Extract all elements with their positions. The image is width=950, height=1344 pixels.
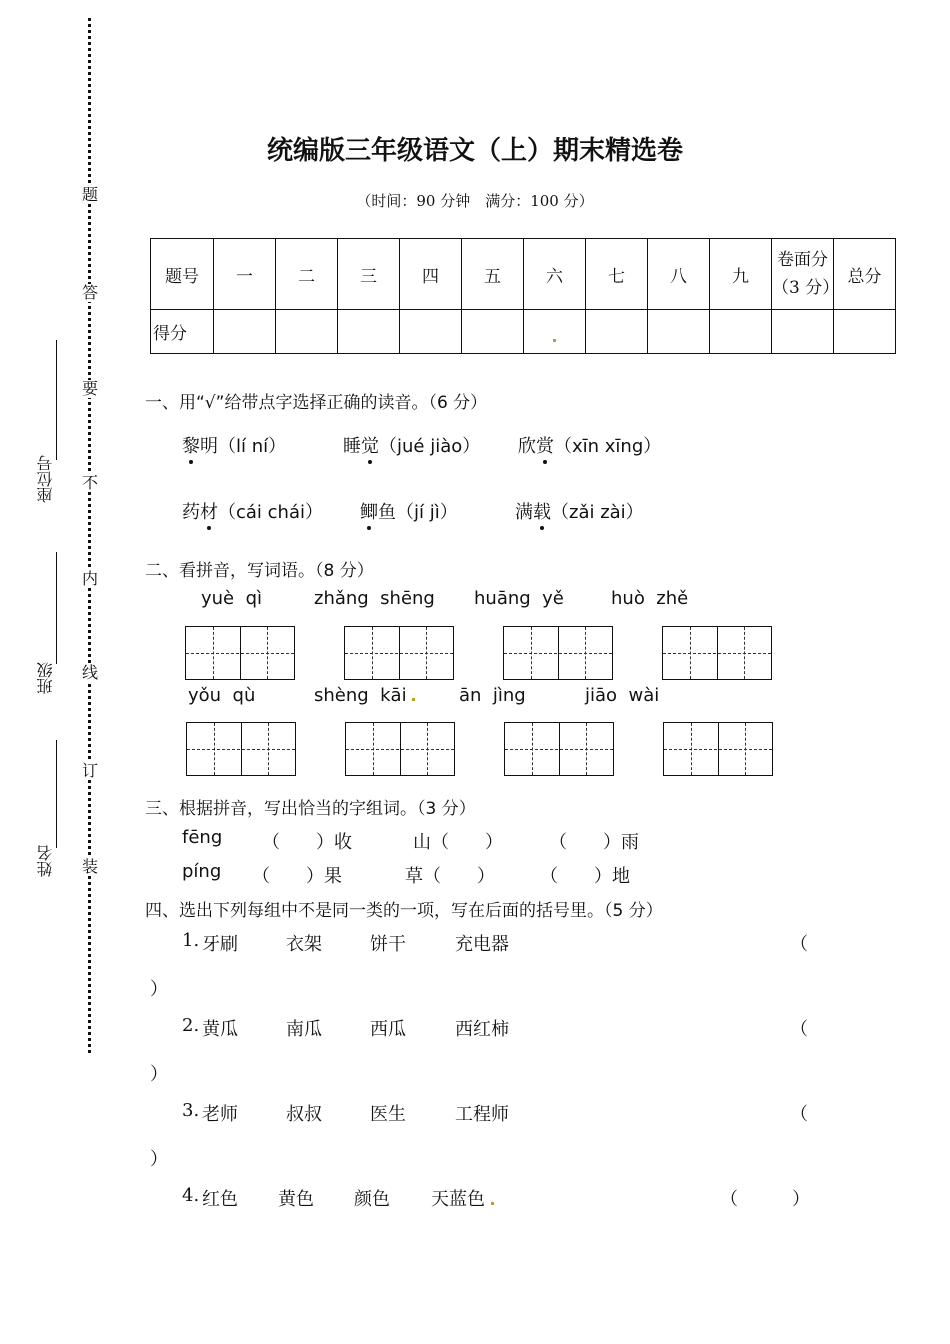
score-header-cell: 六 <box>524 239 586 310</box>
pinyin-label: zhǎng shēng <box>314 588 435 609</box>
score-header-cell: 题号 <box>151 239 214 310</box>
score-cell[interactable] <box>214 310 276 354</box>
word: 西红柿 <box>455 1019 509 1040</box>
score-cell[interactable] <box>524 310 586 354</box>
score-cell[interactable] <box>648 310 710 354</box>
score-cell[interactable] <box>834 310 896 354</box>
dotted-char: 觉 <box>361 432 379 458</box>
face-score-label: 卷面分 <box>777 250 828 270</box>
pinyin-label: huò zhě <box>611 588 689 609</box>
char: 满 <box>515 502 533 523</box>
score-header-cell: 七 <box>586 239 648 310</box>
dotted-char: 黎 <box>182 432 200 458</box>
score-cell[interactable] <box>772 310 834 354</box>
name-write-line[interactable] <box>56 740 57 848</box>
class-write-line[interactable] <box>56 552 57 664</box>
margin-char: 要 <box>82 379 99 398</box>
word: 黄色 <box>278 1189 314 1210</box>
fill-blank[interactable]: 山（ ） <box>413 832 503 853</box>
writing-grid[interactable] <box>345 722 455 776</box>
face-score-points: （3 分） <box>772 278 840 298</box>
writing-grid[interactable] <box>662 626 772 680</box>
char: 鱼 <box>378 502 396 523</box>
answer-paren-open[interactable]: （ <box>790 1104 808 1125</box>
word: 黄瓜 <box>202 1019 238 1040</box>
score-cell[interactable] <box>586 310 648 354</box>
page-title: 统编版三年级语文（上）期末精选卷 <box>266 136 683 166</box>
word: 饼干 <box>370 934 406 955</box>
pronunciation-item[interactable] <box>182 432 286 458</box>
margin-char: 内 <box>82 569 99 588</box>
reading-options: （xīn xīng） <box>554 436 662 457</box>
word-with-speck <box>431 1185 494 1211</box>
fill-blank[interactable]: （ ）果 <box>252 866 342 887</box>
dotted-char: 鲫 <box>360 498 378 524</box>
word: 西瓜 <box>370 1019 406 1040</box>
margin-char: 题 <box>82 185 99 204</box>
char: 药 <box>182 502 200 523</box>
group-number: 4. <box>182 1185 200 1206</box>
score-cell[interactable] <box>338 310 400 354</box>
score-header-cell: 一 <box>214 239 276 310</box>
section2-heading: 二、看拼音，写词语。（8 分） <box>145 561 374 581</box>
section1-heading: 一、用“√”给带点字选择正确的读音。（6 分） <box>145 393 488 413</box>
reading-options: （cái chái） <box>218 502 323 523</box>
writing-grid[interactable] <box>185 626 295 680</box>
word: 老师 <box>202 1104 238 1125</box>
section4-heading: 四、选出下列每组中不是同一类的一项，写在后面的括号里。（5 分） <box>145 901 663 921</box>
binding-dotted-line <box>88 18 91 1053</box>
group-number: 1. <box>182 930 200 951</box>
word: 南瓜 <box>286 1019 322 1040</box>
score-cell[interactable] <box>276 310 338 354</box>
score-row-label: 得分 <box>151 310 214 354</box>
word: 颜色 <box>354 1189 390 1210</box>
reading-options: （jí jì） <box>396 502 458 523</box>
section3-heading: 三、根据拼音，写出恰当的字组词。（3 分） <box>145 799 476 819</box>
speck <box>553 339 556 342</box>
score-header-cell: 八 <box>648 239 710 310</box>
word: 衣架 <box>286 934 322 955</box>
speck <box>491 1202 494 1205</box>
reading-options: （lí ní） <box>218 436 287 457</box>
score-cell[interactable] <box>400 310 462 354</box>
dotted-char: 材 <box>200 498 218 524</box>
speck <box>412 698 415 701</box>
margin-char: 线 <box>82 663 99 682</box>
reading-options: （jué jiào） <box>379 436 481 457</box>
writing-grid[interactable] <box>344 626 454 680</box>
score-header-cell: 五 <box>462 239 524 310</box>
writing-grid[interactable] <box>186 722 296 776</box>
pinyin-label: píng <box>182 861 222 882</box>
score-header-cell: 九 <box>710 239 772 310</box>
name-label: 姓名 <box>36 845 55 877</box>
pronunciation-item[interactable] <box>343 432 480 458</box>
word: 牙刷 <box>202 934 238 955</box>
word: 充电器 <box>455 934 509 955</box>
group-number: 3. <box>182 1100 200 1121</box>
answer-paren-pair[interactable]: （ ） <box>720 1189 810 1210</box>
score-table <box>150 238 896 354</box>
seat-write-line[interactable] <box>56 340 57 460</box>
exam-info: （时间：90 分钟 满分：100 分） <box>356 192 594 210</box>
class-label: 班级 <box>36 662 55 694</box>
margin-char: 装 <box>82 857 99 876</box>
margin-char: 不 <box>82 473 99 492</box>
dotted-char: 赏 <box>536 432 554 458</box>
fill-blank[interactable]: （ ）收 <box>262 832 352 853</box>
answer-paren-close: ） <box>150 979 168 1000</box>
answer-paren-close: ） <box>150 1149 168 1170</box>
score-header-cell: 四 <box>400 239 462 310</box>
pinyin-label: huāng yě <box>474 588 564 609</box>
pinyin-label <box>314 685 415 706</box>
word: 红色 <box>202 1189 238 1210</box>
score-cell[interactable] <box>710 310 772 354</box>
pinyin-label: ān jìng <box>459 685 526 706</box>
word: 工程师 <box>455 1104 509 1125</box>
answer-paren-close: ） <box>150 1064 168 1085</box>
pronunciation-item[interactable] <box>182 498 323 524</box>
face-score-cell <box>772 239 840 310</box>
fill-blank[interactable]: （ ）地 <box>540 866 630 887</box>
group-number: 2. <box>182 1015 200 1036</box>
fill-blank[interactable]: （ ）雨 <box>549 832 639 853</box>
pronunciation-item[interactable] <box>515 498 644 524</box>
writing-grid[interactable] <box>503 626 613 680</box>
pinyin-label: fēng <box>182 827 223 848</box>
char: 欣 <box>518 436 536 457</box>
reading-options: （zǎi zài） <box>551 502 644 523</box>
pinyin-label: jiāo wài <box>585 685 660 706</box>
answer-paren-open[interactable]: （ <box>790 934 808 955</box>
pinyin-label: yǒu qù <box>188 685 256 706</box>
fill-blank[interactable]: 草（ ） <box>405 866 495 887</box>
char: 明 <box>200 436 218 457</box>
score-header-cell: 三 <box>338 239 400 310</box>
total-cell: 总分 <box>834 239 896 310</box>
writing-grid[interactable] <box>663 722 773 776</box>
word: 医生 <box>370 1104 406 1125</box>
word: 天蓝色 <box>431 1189 485 1210</box>
seat-label: 座位号 <box>36 455 55 503</box>
pronunciation-item[interactable] <box>518 432 661 458</box>
writing-grid[interactable] <box>504 722 614 776</box>
margin-char: 订 <box>82 761 99 780</box>
pinyin-label: yuè qì <box>201 588 263 609</box>
word: 叔叔 <box>286 1104 322 1125</box>
margin-char: 答 <box>82 283 99 302</box>
score-header-cell: 二 <box>276 239 338 310</box>
dotted-char: 载 <box>533 498 551 524</box>
answer-paren-open[interactable]: （ <box>790 1019 808 1040</box>
score-cell[interactable] <box>462 310 524 354</box>
pronunciation-item[interactable] <box>360 498 458 524</box>
char: 睡 <box>343 436 361 457</box>
pinyin-text: shèng kāi <box>314 685 407 706</box>
